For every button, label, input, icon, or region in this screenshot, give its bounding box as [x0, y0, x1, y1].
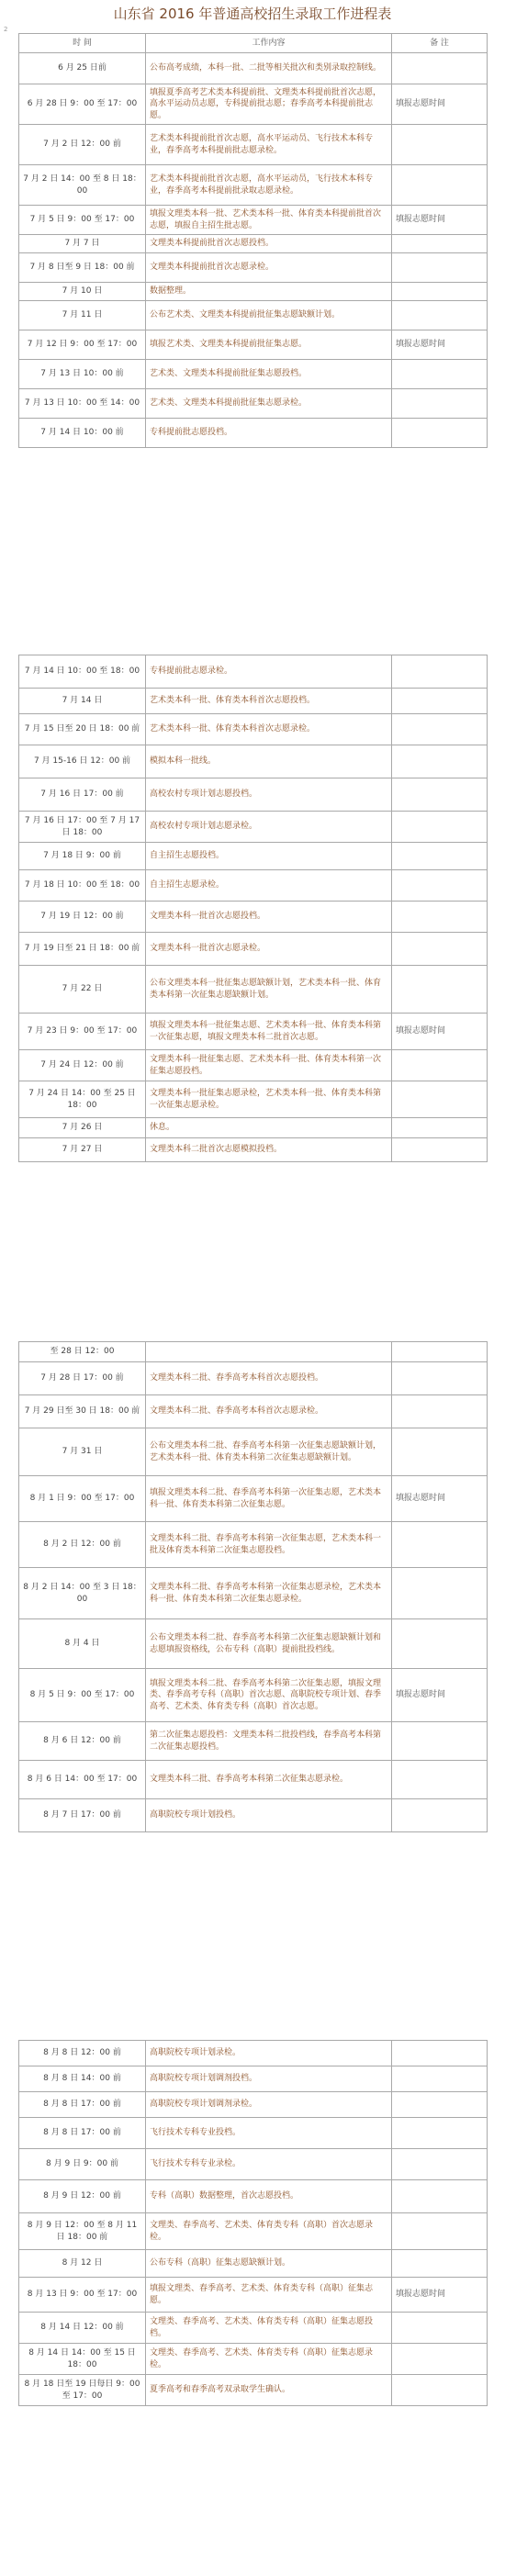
row-time: 8 月 8 日 17：00 前 — [19, 2118, 146, 2149]
row-note — [392, 902, 488, 933]
table-row — [19, 2118, 488, 2149]
row-time: 8 月 8 日 12：00 前 — [19, 2041, 146, 2066]
row-work: 公布专科（高职）征集志愿缺额计划。 — [146, 2250, 392, 2278]
table-row — [19, 1428, 488, 1476]
header-note: 备 注 — [392, 34, 488, 53]
row-time: 8 月 9 日 12：00 前 — [19, 2180, 146, 2213]
table-row — [19, 1395, 488, 1428]
table-row — [19, 843, 488, 870]
row-time: 7 月 11 日 — [19, 301, 146, 330]
row-work: 专科（高职）数据整理，首次志愿投档。 — [146, 2180, 392, 2213]
row-work: 艺术类本科提前批首次志愿，高水平运动员、飞行技术本科专业，春季高考本科提前批志愿录检。 — [146, 125, 392, 165]
table-row — [19, 966, 488, 1014]
row-note — [392, 253, 488, 283]
row-time: 7 月 31 日 — [19, 1428, 146, 1476]
table-row — [19, 1522, 488, 1568]
table-row — [19, 2180, 488, 2213]
table-row — [19, 1118, 488, 1138]
row-time: 8 月 5 日 9：00 至 17：00 — [19, 1669, 146, 1722]
row-note — [392, 933, 488, 966]
row-work: 专科提前批志愿录检。 — [146, 655, 392, 689]
row-note — [392, 689, 488, 714]
row-work: 文理类本科提前批首次志愿录检。 — [146, 253, 392, 283]
row-work: 高职院校专项计划调剂录检。 — [146, 2092, 392, 2118]
row-work: 文理类本科一批首次志愿录检。 — [146, 933, 392, 966]
row-note — [392, 2041, 488, 2066]
row-time: 7 月 12 日 9：00 至 17：00 — [19, 330, 146, 360]
row-note — [392, 2213, 488, 2250]
row-time: 8 月 12 日 — [19, 2250, 146, 2278]
row-time: 7 月 19 日至 21 日 18：00 前 — [19, 933, 146, 966]
row-note — [392, 2118, 488, 2149]
row-note — [392, 2180, 488, 2213]
row-time: 8 月 6 日 14：00 至 17：00 — [19, 1761, 146, 1799]
row-time: 6 月 28 日 9：00 至 17：00 — [19, 84, 146, 125]
table-row — [19, 689, 488, 714]
table-row — [19, 870, 488, 902]
row-work: 夏季高考和春季高考双录取学生确认。 — [146, 2375, 392, 2406]
table-row — [19, 419, 488, 448]
table-row — [19, 389, 488, 419]
row-work: 艺术类、文理类本科提前批征集志愿录检。 — [146, 389, 392, 419]
row-note — [392, 301, 488, 330]
row-time: 7 月 14 日 10：00 至 18：00 — [19, 655, 146, 689]
row-note — [392, 966, 488, 1014]
row-time: 7 月 18 日 10：00 至 18：00 — [19, 870, 146, 902]
row-work: 填报文理类、春季高考、艺术类、体育类专科（高职）征集志愿。 — [146, 2278, 392, 2313]
row-note — [392, 1050, 488, 1081]
table-row — [19, 812, 488, 843]
row-note — [392, 745, 488, 778]
table-row — [19, 2041, 488, 2066]
row-work: 文理类本科一批首次志愿投档。 — [146, 902, 392, 933]
row-work: 自主招生志愿录检。 — [146, 870, 392, 902]
table-row — [19, 283, 488, 301]
row-note — [392, 1761, 488, 1799]
row-time: 7 月 2 日 12：00 前 — [19, 125, 146, 165]
table-row — [19, 330, 488, 360]
row-note — [392, 2344, 488, 2375]
table-header-row — [19, 34, 488, 53]
row-time: 7 月 27 日 — [19, 1138, 146, 1162]
row-work: 高校农村专项计划志愿投档。 — [146, 778, 392, 812]
table-row — [19, 1138, 488, 1162]
row-time: 8 月 2 日 14：00 至 3 日 18：00 — [19, 1568, 146, 1619]
row-work: 填报文理类本科一批征集志愿、艺术类本科一批、体育类本科第一次征集志愿，填报文理类本科二批首次志愿。 — [146, 1014, 392, 1050]
row-note — [392, 1619, 488, 1669]
row-time: 7 月 16 日 17：00 前 — [19, 778, 146, 812]
row-time: 7 月 28 日 17：00 前 — [19, 1362, 146, 1395]
row-work: 休息。 — [146, 1118, 392, 1138]
row-note — [392, 389, 488, 419]
row-time: 7 月 24 日 12：00 前 — [19, 1050, 146, 1081]
header-time: 时 间 — [19, 34, 146, 53]
table-row — [19, 1476, 488, 1522]
row-work: 模拟本科一批线。 — [146, 745, 392, 778]
row-time: 7 月 10 日 — [19, 283, 146, 301]
row-note — [392, 2250, 488, 2278]
row-note — [392, 655, 488, 689]
table-row — [19, 235, 488, 253]
row-note — [392, 1568, 488, 1619]
row-time: 7 月 7 日 — [19, 235, 146, 253]
row-time: 8 月 18 日至 19 日每日 9：00 至 17：00 — [19, 2375, 146, 2406]
row-note — [392, 843, 488, 870]
table-row — [19, 2375, 488, 2406]
row-work: 艺术类本科一批、体育类本科首次志愿投档。 — [146, 689, 392, 714]
row-time: 7 月 24 日 14：00 至 25 日 18：00 — [19, 1081, 146, 1118]
row-time: 7 月 23 日 9：00 至 17：00 — [19, 1014, 146, 1050]
row-note: 填报志愿时间 — [392, 1669, 488, 1722]
row-work: 飞行技术专科专业录检。 — [146, 2149, 392, 2180]
row-work: 公布文理类本科一批征集志愿缺额计划，艺术类本科一批、体育类本科第一次征集志愿缺额计划。 — [146, 966, 392, 1014]
row-work: 文理类本科二批首次志愿模拟投档。 — [146, 1138, 392, 1162]
row-work: 文理类本科二批、春季高考本科第一次征集志愿，艺术类本科一批及体育类本科第二次征集志愿投档。 — [146, 1522, 392, 1568]
table-row — [19, 1362, 488, 1395]
table-row — [19, 1619, 488, 1669]
row-note: 填报志愿时间 — [392, 330, 488, 360]
row-note — [392, 165, 488, 206]
table-row — [19, 1342, 488, 1362]
row-time: 8 月 4 日 — [19, 1619, 146, 1669]
row-work: 填报艺术类、文理类本科提前批征集志愿。 — [146, 330, 392, 360]
row-work: 填报文理类本科一批、艺术类本科一批、体育类本科提前批首次志愿，填报自主招生批志愿。 — [146, 206, 392, 235]
row-note: 填报志愿时间 — [392, 2278, 488, 2313]
row-time: 7 月 15 日至 20 日 18：00 前 — [19, 714, 146, 745]
table-row — [19, 2250, 488, 2278]
row-work: 高职院校专项计划录检。 — [146, 2041, 392, 2066]
schedule-table-part-4 — [18, 2040, 488, 2406]
row-note — [392, 1428, 488, 1476]
row-time: 8 月 8 日 17：00 前 — [19, 2092, 146, 2118]
row-work: 填报文理类本科二批、春季高考本科第一次征集志愿，艺术类本科一批、体育类本科第二次征集志愿。 — [146, 1476, 392, 1522]
row-note — [392, 778, 488, 812]
header-work: 工作内容 — [146, 34, 392, 53]
table-row — [19, 714, 488, 745]
row-note — [392, 1138, 488, 1162]
row-work: 专科提前批志愿投档。 — [146, 419, 392, 448]
row-time: 8 月 14 日 14：00 至 15 日 18：00 — [19, 2344, 146, 2375]
table-row — [19, 2092, 488, 2118]
row-note: 填报志愿时间 — [392, 1476, 488, 1522]
table-row — [19, 84, 488, 125]
table-row — [19, 2313, 488, 2344]
row-work: 文理类本科二批、春季高考本科首次志愿录检。 — [146, 1395, 392, 1428]
row-time: 7 月 22 日 — [19, 966, 146, 1014]
row-work: 文理类本科二批、春季高考本科首次志愿投档。 — [146, 1362, 392, 1395]
row-note — [392, 2092, 488, 2118]
row-note — [392, 812, 488, 843]
row-work: 高职院校专项计划调剂投档。 — [146, 2066, 392, 2092]
row-time: 7 月 16 日 17：00 至 7 月 17 日 18：00 — [19, 812, 146, 843]
row-time: 6 月 25 日前 — [19, 53, 146, 84]
table-row — [19, 778, 488, 812]
row-note — [392, 1799, 488, 1832]
table-row — [19, 125, 488, 165]
row-time: 8 月 9 日 9：00 前 — [19, 2149, 146, 2180]
row-time: 8 月 9 日 12：00 至 8 月 11 日 18：00 前 — [19, 2213, 146, 2250]
row-time: 8 月 6 日 12：00 前 — [19, 1722, 146, 1761]
row-note — [392, 2375, 488, 2406]
row-note — [392, 1522, 488, 1568]
row-note — [392, 714, 488, 745]
table-row — [19, 2278, 488, 2313]
row-time: 7 月 5 日 9：00 至 17：00 — [19, 206, 146, 235]
table-row — [19, 2344, 488, 2375]
schedule-table-part-1 — [18, 33, 488, 448]
row-work: 艺术类本科一批、体育类本科首次志愿录检。 — [146, 714, 392, 745]
table-row — [19, 655, 488, 689]
table-row — [19, 1568, 488, 1619]
table-row — [19, 1014, 488, 1050]
row-note — [392, 360, 488, 389]
corner-mark: 2 — [4, 26, 8, 33]
row-note: 填报志愿时间 — [392, 1014, 488, 1050]
row-work: 艺术类、文理类本科提前批征集志愿投档。 — [146, 360, 392, 389]
row-time: 7 月 26 日 — [19, 1118, 146, 1138]
row-note — [392, 53, 488, 84]
table-row — [19, 1799, 488, 1832]
table-row — [19, 253, 488, 283]
row-work: 高校农村专项计划志愿录检。 — [146, 812, 392, 843]
row-time: 8 月 13 日 9：00 至 17：00 — [19, 2278, 146, 2313]
table-row — [19, 1669, 488, 1722]
row-time: 7 月 29 日至 30 日 18：00 前 — [19, 1395, 146, 1428]
row-time: 7 月 14 日 — [19, 689, 146, 714]
row-time: 7 月 2 日 14：00 至 8 日 18：00 — [19, 165, 146, 206]
row-note — [392, 1118, 488, 1138]
row-time: 8 月 2 日 12：00 前 — [19, 1522, 146, 1568]
row-work: 公布文理类本科二批、春季高考本科第二次征集志愿缺额计划和志愿填报资格线，公布专科（高职）提前批投档线。 — [146, 1619, 392, 1669]
row-work: 文理类、春季高考、艺术类、体育类专科（高职）征集志愿投档。 — [146, 2313, 392, 2344]
table-row — [19, 2213, 488, 2250]
row-work: 高职院校专项计划投档。 — [146, 1799, 392, 1832]
row-note — [392, 283, 488, 301]
row-note: 填报志愿时间 — [392, 206, 488, 235]
table-row — [19, 2149, 488, 2180]
row-note — [392, 1722, 488, 1761]
row-work: 飞行技术专科专业投档。 — [146, 2118, 392, 2149]
table-row — [19, 2066, 488, 2092]
row-note — [392, 870, 488, 902]
row-time: 7 月 19 日 12：00 前 — [19, 902, 146, 933]
row-work: 文理类本科一批征集志愿录检，艺术类本科一批、体育类本科第一次征集志愿录检。 — [146, 1081, 392, 1118]
table-row — [19, 1722, 488, 1761]
row-note — [392, 2066, 488, 2092]
row-note — [392, 419, 488, 448]
table-row — [19, 301, 488, 330]
row-note — [392, 1081, 488, 1118]
table-row — [19, 1050, 488, 1081]
row-note — [392, 1362, 488, 1395]
row-work: 艺术类本科提前批首次志愿，高水平运动员，飞行技术本科专业，春季高考本科提前批录取志愿录检。 — [146, 165, 392, 206]
table-row — [19, 902, 488, 933]
row-time: 7 月 8 日至 9 日 18：00 前 — [19, 253, 146, 283]
row-time: 7 月 15-16 日 12：00 前 — [19, 745, 146, 778]
row-work: 公布文理类本科二批、春季高考本科第一次征集志愿缺额计划，艺术类本科一批、体育类本科第二次征集志愿缺额计划。 — [146, 1428, 392, 1476]
row-time: 7 月 18 日 9：00 前 — [19, 843, 146, 870]
row-work: 填报夏季高考艺术类本科提前批、文理类本科提前批首次志愿，高水平运动员志愿，专科提前批志愿；春季高考本科提前批志愿。 — [146, 84, 392, 125]
row-note — [392, 1342, 488, 1362]
row-work: 文理类本科二批、春季高考本科第二次征集志愿录检。 — [146, 1761, 392, 1799]
row-work: 公布高考成绩，本科一批、二批等相关批次和类别录取控制线。 — [146, 53, 392, 84]
row-note — [392, 2313, 488, 2344]
table-row — [19, 53, 488, 84]
row-work: 填报文理类本科二批、春季高考本科第二次征集志愿，填报文理类、春季高考专科（高职）首次志愿、高职院校专项计划、春季高考、艺术类、体育类专科（高职）首次志愿。 — [146, 1669, 392, 1722]
row-time: 7 月 14 日 10：00 前 — [19, 419, 146, 448]
row-time: 7 月 13 日 10：00 前 — [19, 360, 146, 389]
table-row — [19, 1761, 488, 1799]
row-time: 8 月 14 日 12：00 前 — [19, 2313, 146, 2344]
row-work: 文理类、春季高考、艺术类、体育类专科（高职）首次志愿录检。 — [146, 2213, 392, 2250]
row-work: 文理类本科一批征集志愿、艺术类本科一批、体育类本科第一次征集志愿投档。 — [146, 1050, 392, 1081]
row-time: 8 月 8 日 14：00 前 — [19, 2066, 146, 2092]
row-work: 数据整理。 — [146, 283, 392, 301]
row-note — [392, 1395, 488, 1428]
row-time: 至 28 日 12：00 — [19, 1342, 146, 1362]
row-note — [392, 235, 488, 253]
row-note — [392, 125, 488, 165]
table-row — [19, 360, 488, 389]
row-work: 第二次征集志愿投档：文理类本科二批投档线，春季高考本科第二次征集志愿投档。 — [146, 1722, 392, 1761]
row-work: 文理类本科二批、春季高考本科第一次征集志愿录检，艺术类本科一批、体育类本科第二次征集志愿录检。 — [146, 1568, 392, 1619]
row-note: 填报志愿时间 — [392, 84, 488, 125]
row-time: 8 月 7 日 17：00 前 — [19, 1799, 146, 1832]
row-time: 8 月 1 日 9：00 至 17：00 — [19, 1476, 146, 1522]
row-work: 文理类本科提前批首次志愿投档。 — [146, 235, 392, 253]
row-work: 文理类、春季高考、艺术类、体育类专科（高职）征集志愿录检。 — [146, 2344, 392, 2375]
table-row — [19, 745, 488, 778]
row-work — [146, 1342, 392, 1362]
schedule-table-part-3 — [18, 1341, 488, 1832]
table-row — [19, 206, 488, 235]
row-time: 7 月 13 日 10：00 至 14：00 — [19, 389, 146, 419]
table-row — [19, 165, 488, 206]
row-note — [392, 2149, 488, 2180]
table-row — [19, 933, 488, 966]
row-work: 公布艺术类、文理类本科提前批征集志愿缺额计划。 — [146, 301, 392, 330]
row-work: 自主招生志愿投档。 — [146, 843, 392, 870]
table-row — [19, 1081, 488, 1118]
page-title: 山东省 2016 年普通高校招生录取工作进程表 — [113, 6, 392, 22]
schedule-table-part-2 — [18, 655, 488, 1162]
